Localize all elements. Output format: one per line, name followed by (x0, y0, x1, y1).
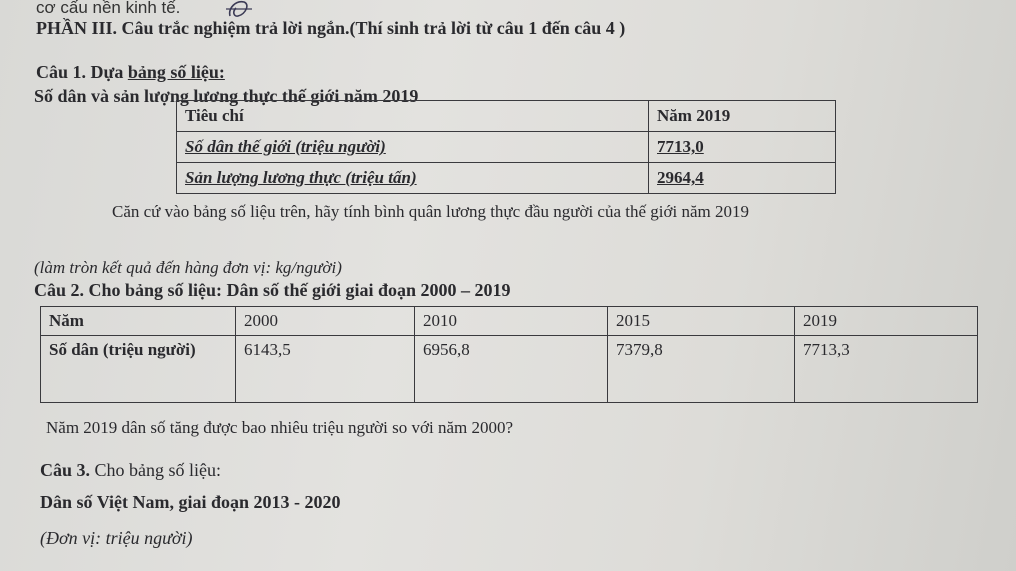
q1-intro-pre: Dựa (90, 62, 128, 82)
q3-table-title: Dân số Việt Nam, giai đoạn 2013 - 2020 (40, 492, 341, 512)
q2-header-2015: 2015 (608, 307, 795, 336)
q1-header-year: Năm 2019 (649, 101, 836, 132)
q2-header-2000: 2000 (236, 307, 415, 336)
q1-row-population-value: 7713,0 (649, 132, 836, 163)
q2-header-2010: 2010 (415, 307, 608, 336)
previous-text-line: cơ cấu nền kinh tế. (36, 0, 181, 17)
q2-value-2019: 7713,3 (795, 336, 978, 403)
q2-value-2000: 6143,5 (236, 336, 415, 403)
q1-row-food-value: 2964,4 (649, 163, 836, 194)
q1-row-population-label: Số dân thế giới (triệu người) (177, 132, 649, 163)
q1-data-table (176, 100, 836, 194)
q2-row-label: Số dân (triệu người) (41, 336, 236, 403)
part-title: PHẦN III. Câu trắc nghiệm trả lời ngắn.(Thí sinh trả lời từ câu 1 đến câu 4 ) (36, 18, 626, 38)
q1-question: Căn cứ vào bảng số liệu trên, hãy tính bình quân lương thực đầu người của thế giới năm 2019 (112, 202, 749, 221)
q1-row-food-label: Sản lượng lương thực (triệu tấn) (177, 163, 649, 194)
table-row (41, 336, 978, 403)
q2-header-2019: 2019 (795, 307, 978, 336)
q2-title: Câu 2. Cho bảng số liệu: Dân số thế giới giai đoạn 2000 – 2019 (34, 280, 511, 300)
table-row (177, 132, 836, 163)
q1-table-title: Số dân và sản lượng lương thực thế giới năm 2019 (34, 86, 419, 106)
q1-header-criteria: Tiêu chí (177, 101, 649, 132)
table-row (41, 307, 978, 336)
q3-intro-text: Cho bảng số liệu: (94, 460, 222, 480)
q2-value-2010: 6956,8 (415, 336, 608, 403)
table-row (177, 101, 836, 132)
q3-unit-note: (Đơn vị: triệu người) (40, 528, 193, 548)
q2-data-table (40, 306, 978, 403)
q2-question: Năm 2019 dân số tăng được bao nhiêu triệu người so với năm 2000? (46, 418, 514, 437)
q1-note: (làm tròn kết quả đến hàng đơn vị: kg/người) (34, 258, 342, 277)
q1-label: Câu 1. (36, 62, 87, 82)
q3-intro (40, 460, 221, 481)
q3-label: Câu 3. (40, 460, 91, 480)
q2-header-year: Năm (41, 307, 236, 336)
pen-scribble-icon (224, 0, 254, 20)
q1-intro (36, 62, 225, 83)
table-row (177, 163, 836, 194)
q2-value-2015: 7379,8 (608, 336, 795, 403)
q1-intro-table-ref: bảng số liệu: (127, 62, 225, 82)
